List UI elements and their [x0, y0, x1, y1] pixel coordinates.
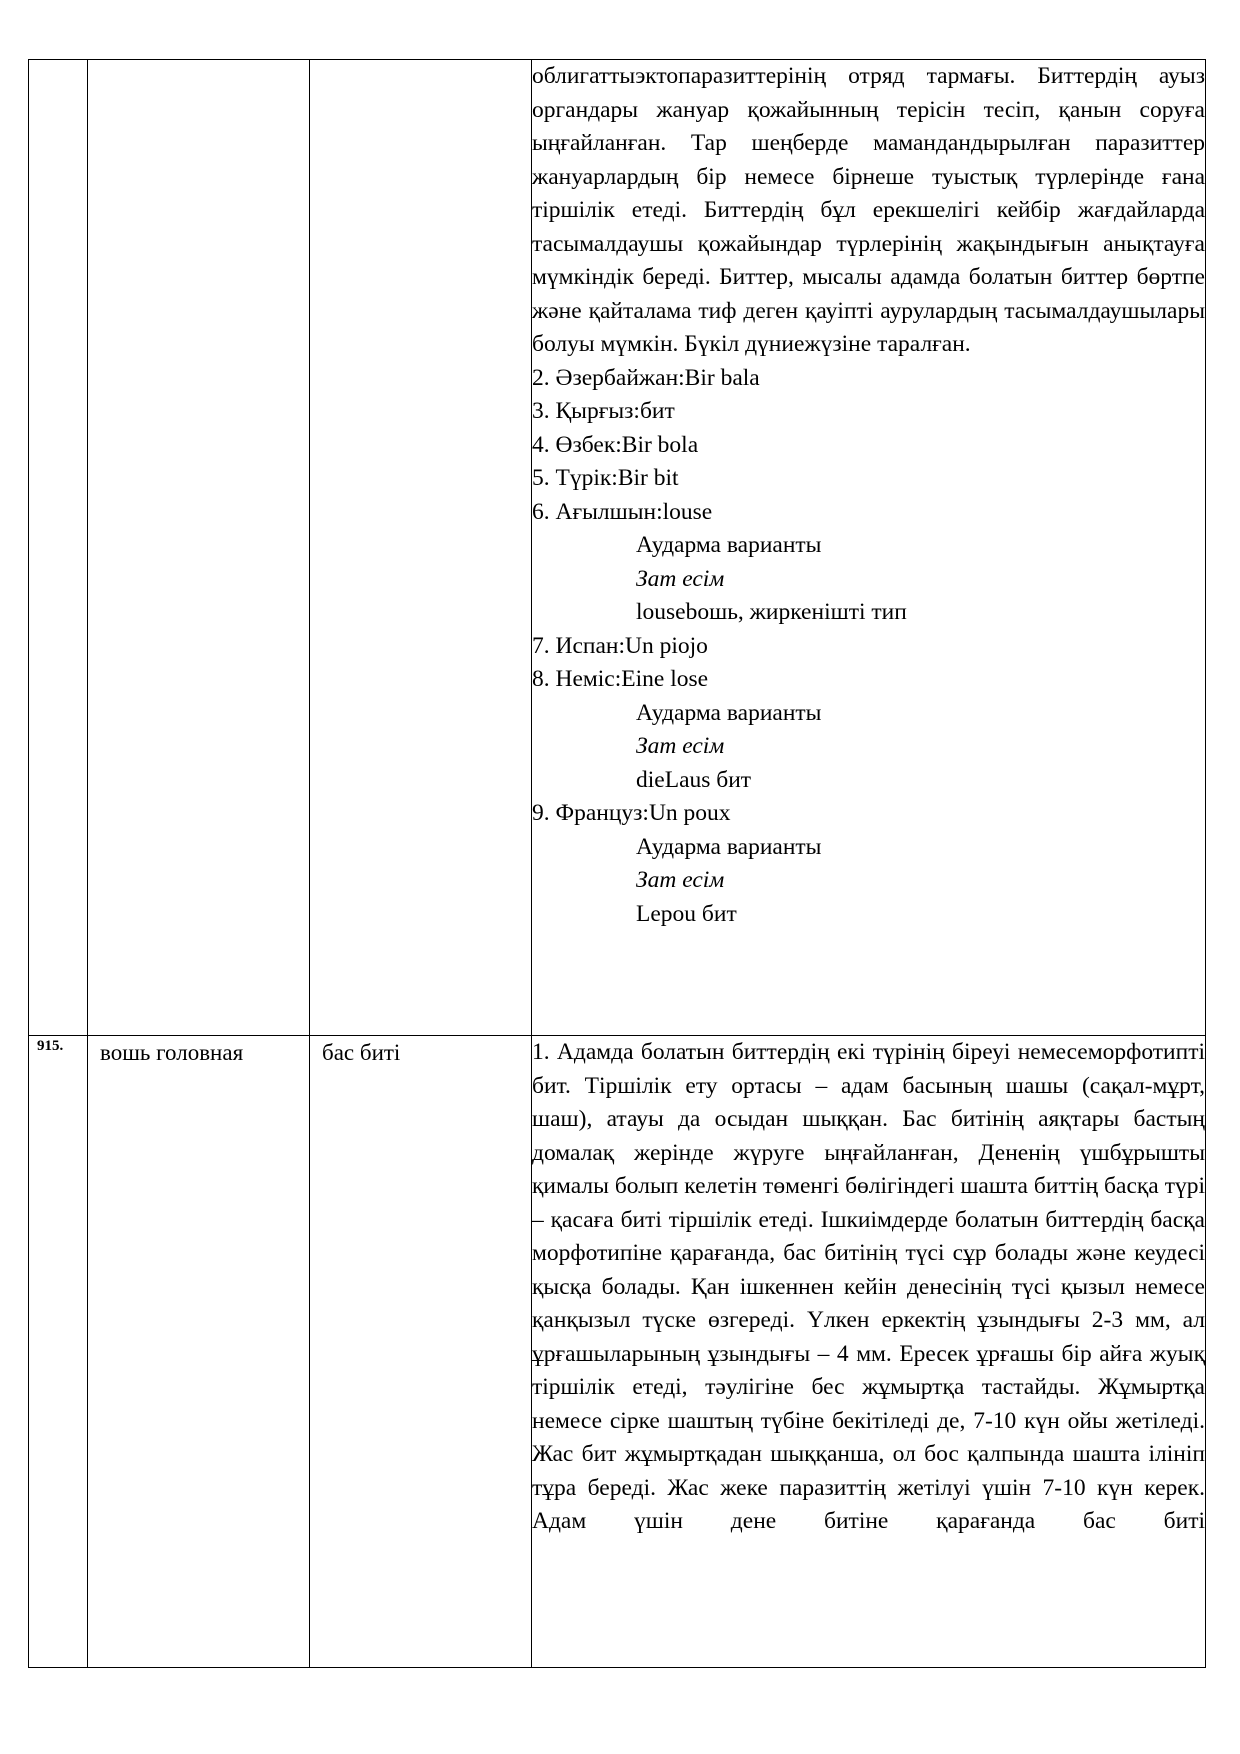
translation-line: Lepou бит: [636, 900, 737, 927]
table-row: [29, 1036, 1206, 1668]
entry-number-cell: [29, 1036, 88, 1668]
translation-line: lousebошь, жиркеніштi тип: [636, 599, 907, 625]
translation-line: Зат есім: [636, 565, 725, 592]
translation-line: 9. Француз:Un poux: [532, 800, 731, 826]
dictionary-table: [28, 59, 1206, 1668]
table-row: [29, 60, 1206, 1036]
entry-number: 915.: [37, 1038, 64, 1054]
translation-line: dieLaus бит: [636, 766, 752, 793]
kazakh-term-cell: [310, 1036, 532, 1668]
kazakh-term: бас биті: [322, 1040, 401, 1065]
description-cell: [532, 1036, 1206, 1668]
entry-number: [29, 60, 87, 62]
translation-line: Зат есім: [636, 733, 725, 759]
translation-line: 3. Қырғыз:бит: [532, 398, 675, 424]
translation-line: 4. Өзбек:Bir bola: [532, 431, 699, 458]
translation-line: 2. Әзербайжан:Bir bala: [532, 364, 760, 391]
russian-term-cell: [88, 1036, 310, 1668]
translation-line: Аударма варианты: [636, 699, 822, 726]
translation-line: 7. Испан:Un piojo: [532, 632, 708, 659]
translation-line: Зат есім: [636, 867, 725, 893]
description-cell: [532, 60, 1206, 1036]
translation-line: 6. Ағылшын:louse: [532, 498, 713, 525]
description-paragraph: 1. Адамда болатын биттердің екі түрінің біреуі немесеморфотипті бит. Тіршілік ету ортасы – адам басының шашы (сақал-мұрт, шаш), атауы да осыдан шыққан. Бас битінің аяқтары бастың домалақ жерінде жүруге ыңғайланған, Дененің үшбұрышты қималы болып келетін төменгі бөлігіндегі шашта биттің басқа түрі – қасаға биті тіршілік етеді. Ішкиімдерде болатын биттердің басқа морфотипіне қарағанда, бас битінің түсі сұр болады және кеудесі қысқа болады. Қан ішкеннен кейін денесінің түсі қызыл немесе қанқызыл түске өзгереді. Үлкен еркектің ұзындығы 2-3 мм, ал ұрғашыларының ұзындығы – 4 мм. Ересек ұрғашы бір айға жуық тіршілік етеді, тәулігіне бес жұмыртқа тастайды. Жұмыртқа немесе сірке шаштың түбіне бекітіледі де, 7-10 күн ойы жетіледі. Жас бит жұмыртқадан шыққанша, ол бос қалпында шашта ілініп тұра береді. Жас жеке паразиттің жетілуі үшін 7-10 күн керек. Адам үшін дене битіне қарағанда бас биті: [532, 1039, 1205, 1534]
russian-term-cell: [88, 60, 310, 1036]
translation-line: 8. Неміс:Eine lose: [532, 666, 709, 692]
entry-number-cell: [29, 60, 88, 1036]
kazakh-term-cell: [310, 60, 532, 1036]
russian-term: вошь головная: [100, 1040, 244, 1065]
translation-line: Аударма варианты: [636, 532, 822, 558]
translation-line: 5. Түрік:Bir bit: [532, 465, 679, 491]
description-paragraph: облигаттыэктопаразиттерінің отряд тармағы. Биттердің ауыз органдары жануар қожайынның терісін тесіп, қанын соруға ыңғайланған. Тар шеңберде мамандандырылған паразиттер жануарлардың бір немесе бірнеше туыстық түрлерінде ғана тіршілік етеді. Биттердің бұл ерекшелігі кейбір жағдайларда тасымалдаушы қожайындар түрлерінің жақындығын анықтауға мүмкіндік береді. Биттер, мысалы адамда болатын биттер бөртпе және қайталама тиф деген қауіпті аурулардың тасымалдаушылары болуы мүмкін. Бүкіл дүниежүзіне таралған.: [532, 63, 1205, 357]
translation-list: [532, 362, 1205, 932]
translation-line: Аударма варианты: [636, 833, 822, 860]
